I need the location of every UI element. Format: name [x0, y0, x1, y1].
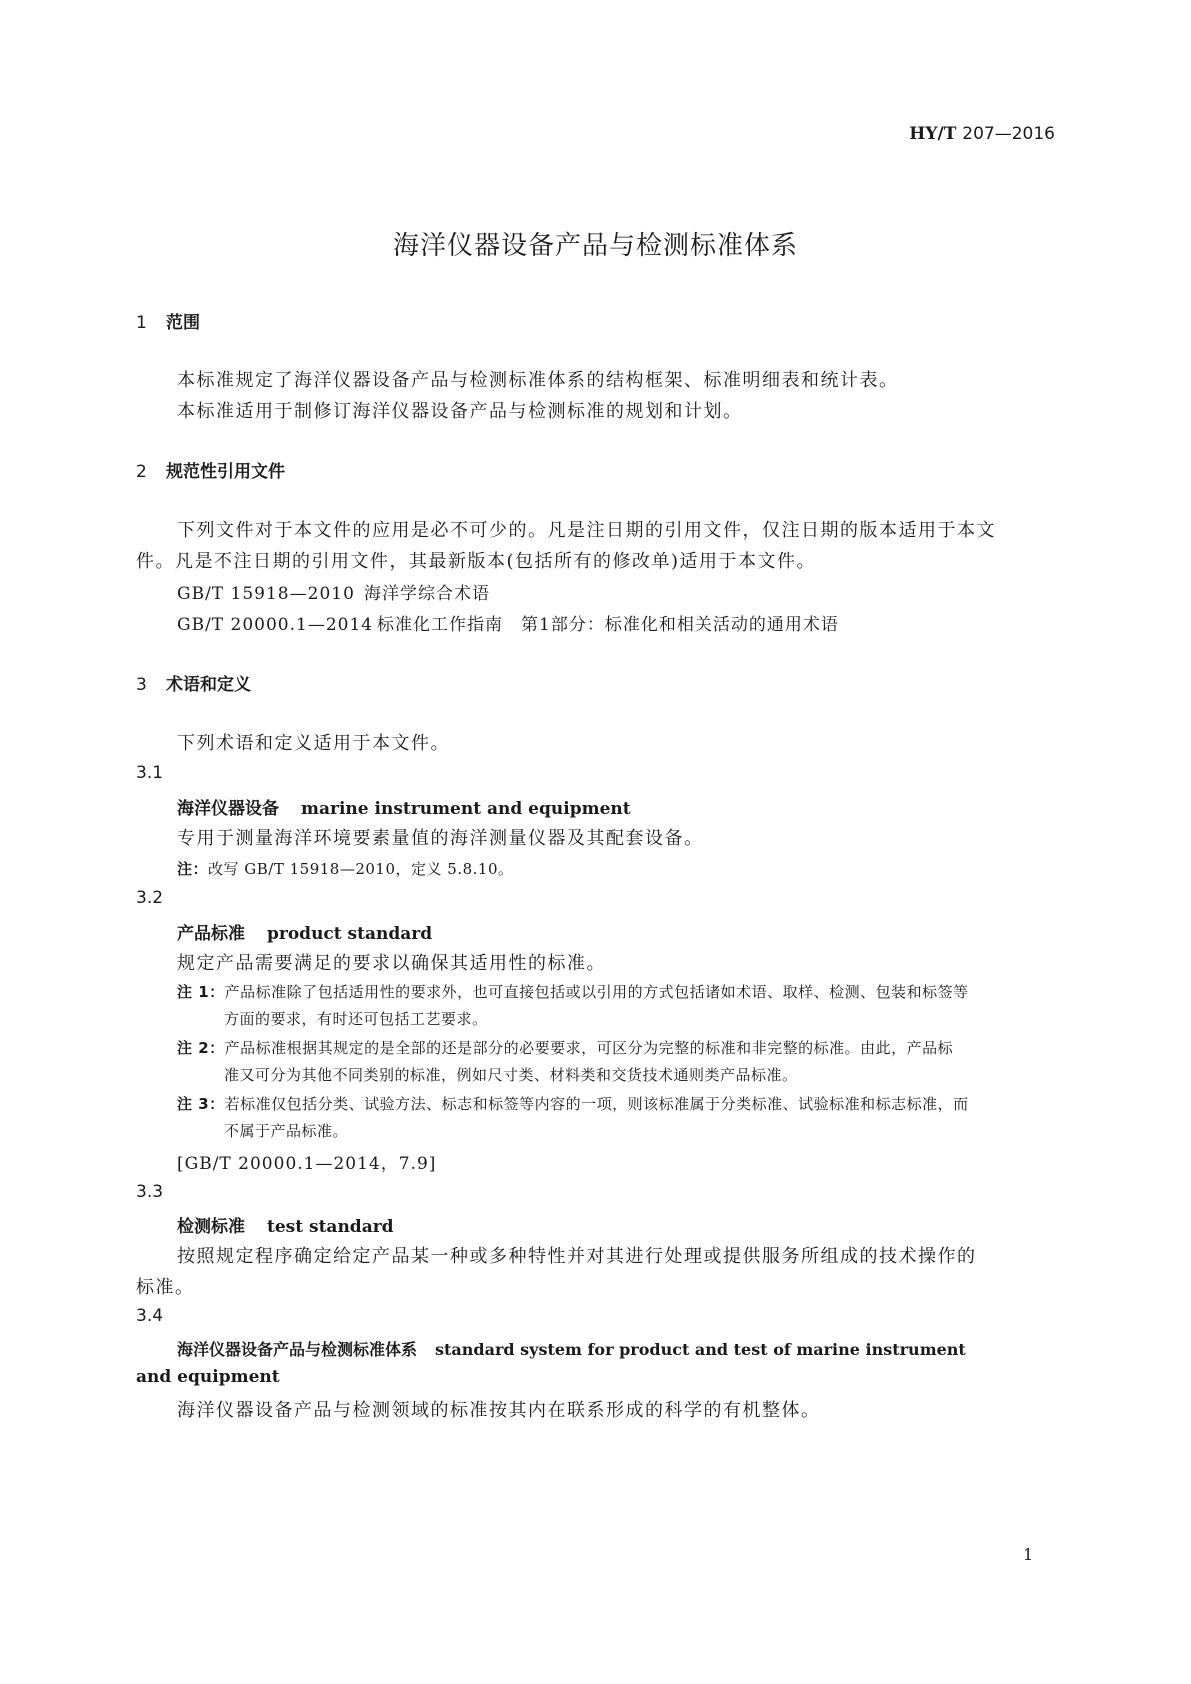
term-3-4-cn: 海洋仪器设备产品与检测标准体系	[177, 1340, 418, 1359]
document-title: 海洋仪器设备产品与检测标准体系	[392, 231, 798, 261]
page-number: 1	[1023, 1545, 1034, 1564]
term-3-3-cn: 检测标准	[177, 1217, 245, 1237]
standard-code-number: 207—2016	[962, 124, 1055, 144]
section-3-intro: 下列术语和定义适用于本文件。	[177, 733, 450, 754]
note-2-line-2: 准又可分为其他不同类别的标准，例如尺寸类、材料类和交货技术通则类产品标准。	[224, 1066, 798, 1084]
term-3-2-note-2	[177, 1037, 953, 1058]
term-3-4-title	[177, 1337, 966, 1360]
section-3-number: 3	[136, 675, 147, 695]
note-1-line-2: 方面的要求，有时还可包括工艺要求。	[224, 1010, 488, 1028]
section-2-title: 规范性引用文件	[166, 462, 285, 482]
normative-reference-1	[177, 579, 490, 604]
term-3-2-definition: 规定产品需要满足的要求以确保其适用性的标准。	[177, 953, 606, 974]
term-3-3-en: test standard	[267, 1217, 394, 1237]
term-3-2-title	[177, 919, 432, 944]
term-3-3-definition-line-1: 按照规定程序确定给定产品某一种或多种特性并对其进行处理或提供服务所组成的技术操作的	[177, 1246, 977, 1267]
standard-code	[909, 124, 1055, 144]
term-3-1-cn: 海洋仪器设备	[177, 799, 279, 819]
standard-code-prefix: HY/T	[909, 124, 957, 144]
term-3-1-definition: 专用于测量海洋环境要素量值的海洋测量仪器及其配套设备。	[177, 828, 704, 849]
term-3-4-definition: 海洋仪器设备产品与检测领域的标准按其内在联系形成的科学的有机整体。	[177, 1400, 821, 1421]
section-2-paragraph-line-2: 件。凡是不注日期的引用文件，其最新版本(包括所有的修改单)适用于本文件。	[136, 551, 817, 572]
term-3-2-note-1	[177, 981, 969, 1002]
section-3-heading	[136, 670, 251, 695]
section-1-number: 1	[136, 313, 147, 333]
term-3-4-en-line-1: standard system for product and test of marine instrument	[435, 1340, 966, 1359]
section-1-paragraph-1: 本标准规定了海洋仪器设备产品与检测标准体系的结构框架、标准明细表和统计表。	[177, 370, 899, 391]
term-3-1-note-label: 注：	[177, 860, 209, 878]
note-3-line-2: 不属于产品标准。	[224, 1122, 349, 1140]
reference-2-name: 标准化工作指南 第1部分：标准化和相关活动的通用术语	[377, 615, 839, 635]
note-3-label: 注 3：	[177, 1095, 225, 1113]
term-3-1-en: marine instrument and equipment	[301, 799, 631, 819]
term-3-4-number: 3.4	[136, 1306, 164, 1326]
term-3-2-cn: 产品标准	[177, 924, 245, 944]
note-3-line-1: 若标准仅包括分类、试验方法、标志和标签等内容的一项，则该标准属于分类标准、试验标准和标志标准，而	[224, 1095, 969, 1113]
term-3-3-number: 3.3	[136, 1182, 164, 1202]
note-1-label: 注 1：	[177, 983, 225, 1001]
section-1-paragraph-2: 本标准适用于制修订海洋仪器设备产品与检测标准的规划和计划。	[177, 401, 743, 422]
note-2-label: 注 2：	[177, 1039, 225, 1057]
term-3-2-en: product standard	[267, 924, 433, 944]
term-3-3-title	[177, 1212, 394, 1237]
term-3-2-source: [GB/T 20000.1—2014，7.9]	[177, 1154, 437, 1174]
normative-reference-2	[177, 610, 839, 635]
note-2-line-1: 产品标准根据其规定的是全部的还是部分的必要要求，可区分为完整的标准和非完整的标准。由此，产品标	[224, 1039, 954, 1057]
term-3-3-definition-line-2: 标准。	[136, 1277, 195, 1298]
section-1-heading	[136, 308, 200, 333]
term-3-1-note-text: 改写 GB/T 15918—2010，定义 5.8.10。	[208, 860, 514, 878]
reference-1-code: GB/T 15918—2010	[177, 584, 355, 604]
term-3-4-en-line-2: and equipment	[136, 1367, 280, 1387]
term-3-1-title	[177, 794, 631, 819]
section-2-paragraph-line-1: 下列文件对于本文件的应用是必不可少的。凡是注日期的引用文件，仅注日期的版本适用于本文	[177, 520, 996, 541]
section-2-number: 2	[136, 462, 147, 482]
term-3-2-number: 3.2	[136, 888, 164, 908]
term-3-1-note	[177, 858, 514, 879]
note-1-line-1: 产品标准除了包括适用性的要求外，也可直接包括或以引用的方式包括诸如术语、取样、检测、包装和标签等	[224, 983, 969, 1001]
reference-2-code: GB/T 20000.1—2014	[177, 615, 374, 635]
section-2-heading	[136, 457, 285, 482]
reference-1-name: 海洋学综合术语	[364, 584, 490, 604]
term-3-1-number: 3.1	[136, 763, 164, 783]
term-3-2-note-3	[177, 1093, 969, 1114]
section-1-title: 范围	[166, 313, 200, 333]
section-3-title: 术语和定义	[166, 675, 251, 695]
